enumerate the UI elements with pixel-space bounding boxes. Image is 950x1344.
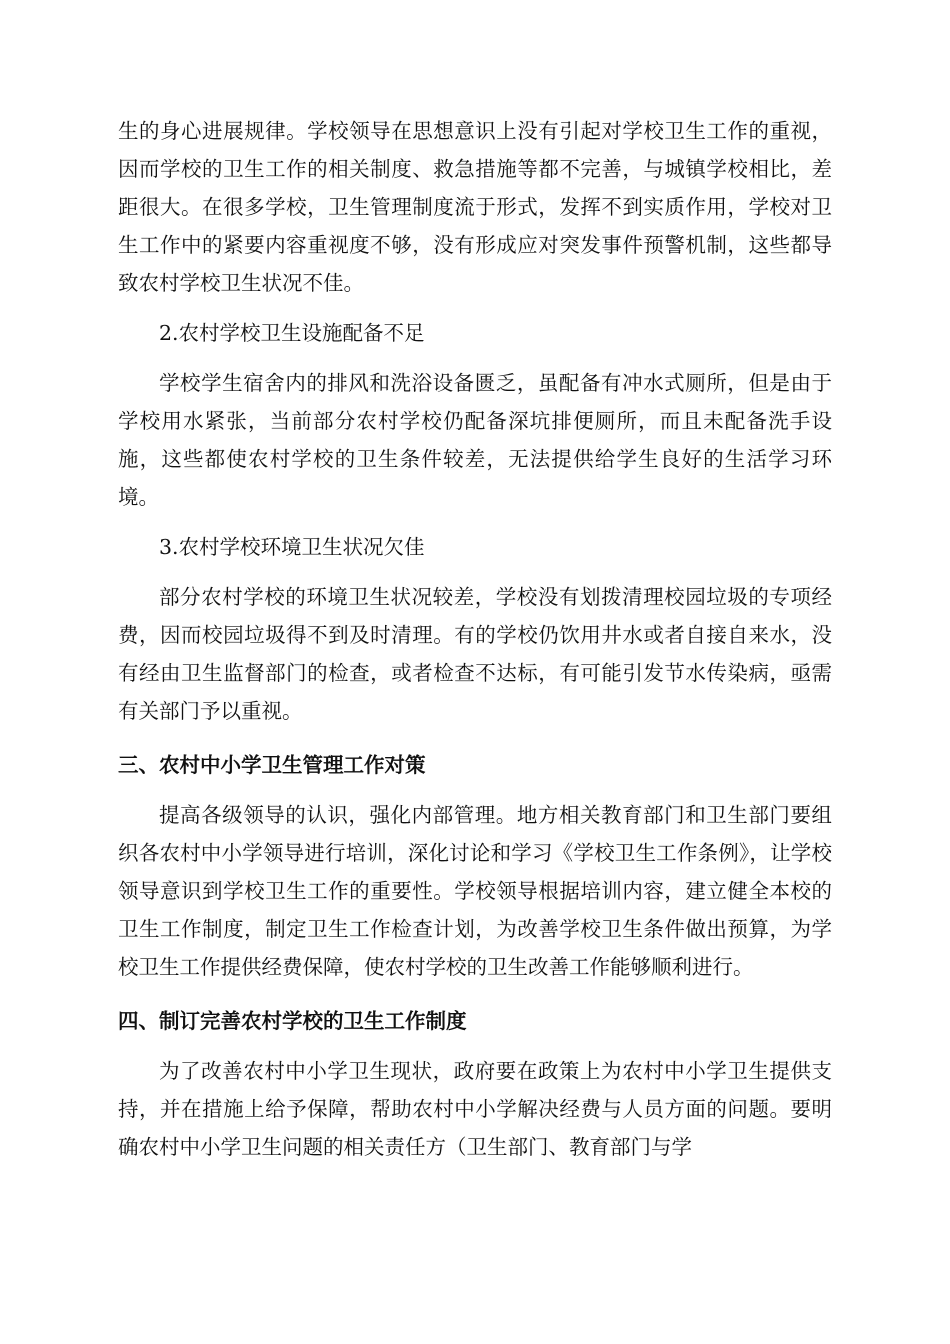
section-heading-system: 四、制订完善农村学校的卫生工作制度 [118, 1009, 467, 1033]
paragraph-continuation: 生的身心进展规律。学校领导在思想意识上没有引起对学校卫生工作的重视，因而学校的卫生工作的相关制度、救急措施等都不完善，与城镇学校相比，差距很大。在很多学校，卫生管理制度流于形式，发挥不到实质作用，学校对卫生工作中的紧要内容重视度不够，没有形成应对突发事件预警机制，这些都导致农村学校卫生状况不佳。 [118, 119, 832, 295]
paragraph-countermeasures: 提高各级领导的认识，强化内部管理。地方相关教育部门和卫生部门要组织各农村中小学领导进行培训，深化讨论和学习《学校卫生工作条例》，让学校领导意识到学校卫生工作的重要性。学校领导根据培训内容，建立健全本校的卫生工作制度，制定卫生工作检查计划，为改善学校卫生条件做出预算，为学校卫生工作提供经费保障，使农村学校的卫生改善工作能够顺利进行。 [118, 803, 832, 979]
paragraph-system: 为了改善农村中小学卫生现状，政府要在政策上为农村中小学卫生提供支持，并在措施上给予保障，帮助农村中小学解决经费与人员方面的问题。要明确农村中小学卫生问题的相关责任方（卫生部门、教育部门与学 [118, 1059, 832, 1159]
paragraph-facilities: 学校学生宿舍内的排风和洗浴设备匮乏，虽配备有冲水式厕所，但是由于学校用水紧张，当前部分农村学校仍配备深坑排便厕所，而且未配备洗手设施，这些都使农村学校的卫生条件较差，无法提供给学生良好的生活学习环境。 [118, 371, 832, 509]
subheading-facilities: 2.农村学校卫生设施配备不足 [159, 321, 425, 345]
subheading-environment: 3.农村学校环境卫生状况欠佳 [159, 535, 425, 559]
paragraph-environment: 部分农村学校的环境卫生状况较差，学校没有划拨清理校园垃圾的专项经费，因而校园垃圾得不到及时清理。有的学校仍饮用井水或者自接自来水，没有经由卫生监督部门的检查，或者检查不达标，有可能引发节水传染病，亟需有关部门予以重视。 [118, 585, 832, 723]
section-heading-countermeasures: 三、农村中小学卫生管理工作对策 [118, 753, 426, 777]
